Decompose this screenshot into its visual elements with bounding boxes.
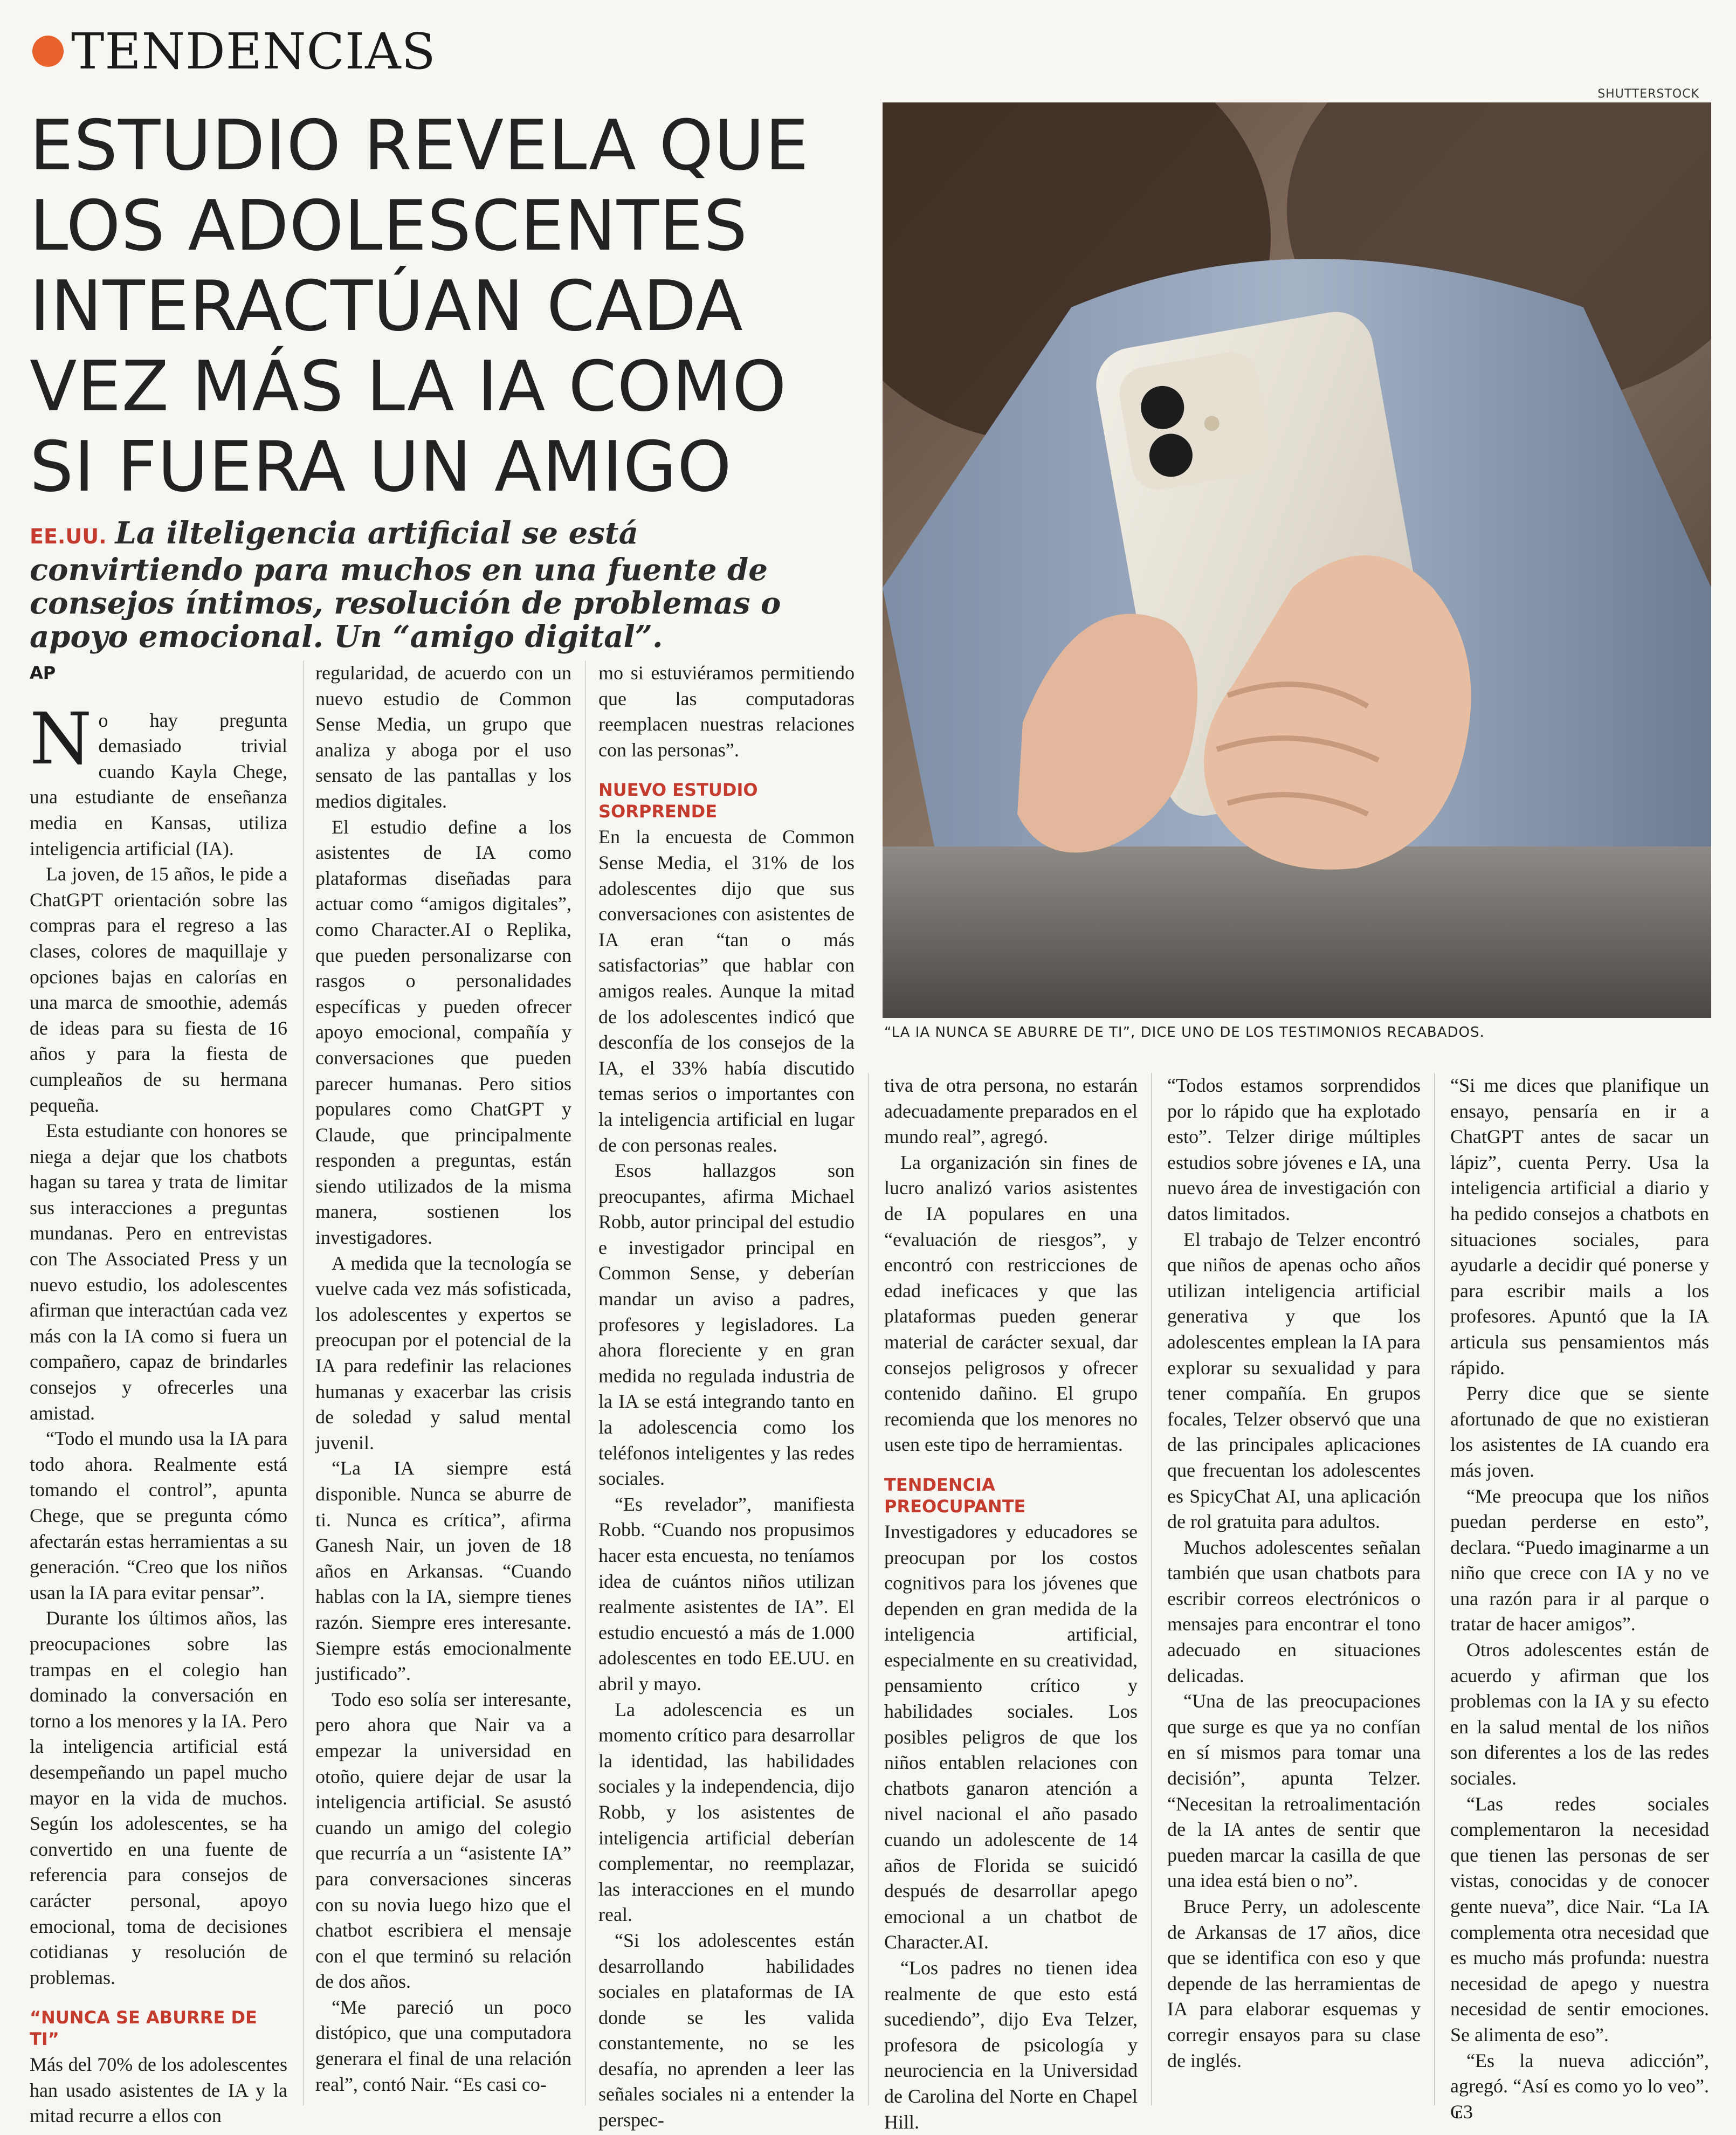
- paragraph: Esos hallazgos son preocupantes, afirma Michael Robb, autor principal del estudio e investigador principal en Common Sense, y deberían mandar un aviso a padres, profesores y legisladores. La ahora floreciente y en gran medida no regulada industria de la IA se está integrando tanto en la adolescencia como los teléfonos inteligentes y las redes sociales.: [598, 1160, 855, 1490]
- subhead-nunca-se-aburre: “NUNCA SE ABURRE DE TI”: [30, 2007, 257, 2050]
- paragraph: “Todos estamos sorprendidos por lo rápido que ha explotado esto”. Telzer dirige múltiples estudios sobre jóvenes e IA, una nuevo área de investigación con datos limitados.: [1167, 1075, 1421, 1224]
- article-column-4: [884, 1073, 1138, 2135]
- paragraph: El estudio define a los asistentes de IA como plataformas diseñadas para actuar como “amigos digitales”, como Character.AI o Replika, que pueden personalizarse con rasgos o personalidades específicas y pueden ofrecer apoyo emocional, compañía y conversaciones que pueden parecer humanas. Pero sitios populares como ChatGPT y Claude, que principalmente responden a preguntas, están siendo utilizados de la misma manera, sostienen los investigadores.: [315, 816, 571, 1249]
- subhead-tendencia-preocupante: TENDENCIA PREOCUPANTE: [884, 1474, 1026, 1517]
- lede-location-tag: EE.UU.: [30, 525, 107, 548]
- paragraph: “Una de las preocupaciones que surge es que ya no confían en sí mismos para tomar una decisión”, apunta Telzer. “Necesitan la retroalimentación de la IA antes de sentir que pueden marcar la casilla de que una idea está bien o no”.: [1167, 1690, 1421, 1892]
- photo-hands-phone-image: [883, 102, 1711, 1018]
- section-dot-icon: [32, 36, 64, 67]
- paragraph: Otros adolescentes están de acuerdo y afirman que los problemas con la IA y su efecto en la salud mental de los niños son diferentes a los de las redes sociales.: [1450, 1639, 1709, 1789]
- column-divider: [868, 1073, 869, 2105]
- lede-text: La ilteligencia artificial se está convirtiendo para muchos en una fuente de consejos íntimos, resolución de problemas o apoyo emocional. Un “amigo digital”.: [30, 515, 781, 655]
- paragraph: La organización sin fines de lucro analizó varios asistentes de IA populares en una “evaluación de riesgos”, y encontró con restricciones de edad ineficaces y que las plataformas pueden generar material de carácter sexual, dar consejos peligrosos y ofrecer contenido dañino. El grupo recomienda que los menores no usen este tipo de herramientas.: [884, 1151, 1138, 1456]
- paragraph: Esta estudiante con honores se niega a dejar que los chatbots hagan su tarea y trata de limitar sus interacciones a preguntas mundanas. Pero en entrevistas con The Associated Press y un nuevo estudio, los adolescentes afirman que interactúan cada vez más con la IA como si fuera un compañero, capaz de brindarles consejos y ofrecerles una amistad.: [30, 1120, 287, 1424]
- paragraph: La adolescencia es un momento crítico para desarrollar la identidad, las habilidades sociales y la independencia, dijo Robb, y los asistentes de inteligencia artificial deberían complementar, no reemplazar, las interacciones en el mundo real.: [598, 1698, 855, 1926]
- paragraph: Más del 70% de los adolescentes han usado asistentes de IA y la mitad recurre a ellos con: [30, 2054, 287, 2127]
- paragraph: La joven, de 15 años, le pide a ChatGPT orientación sobre las compras para el regreso a las clases, colores de maquillaje y opciones bajas en calorías en una marca de smoothie, además de ideas para su fiesta de 16 años y para la fiesta de cumpleaños de su hermana pequeña.: [30, 863, 287, 1116]
- byline: AP: [30, 663, 56, 683]
- article-photo: [883, 102, 1711, 1018]
- paragraph: “Las redes sociales complementaron la necesidad que tienen las personas de ser vistas, conocidas y de conocer gente nueva”, dice Nair. “La IA complementa otra necesidad que es mucho más profunda: nuestra necesidad de apego y nuestra necesidad de sentir emociones. Se alimenta de eso”.: [1450, 1793, 1709, 2046]
- dropcap: N: [30, 697, 92, 781]
- paragraph: Bruce Perry, un adolescente de Arkansas de 17 años, dice que se identifica con eso y que depende de las herramientas de IA para elaborar esquemas y corregir ensayos para su clase de inglés.: [1167, 1896, 1421, 2071]
- column-divider: [1434, 1073, 1435, 2105]
- paragraph: Todo eso solía ser interesante, pero ahora que Nair va a empezar la universidad en otoño, quiere dejar de usar la inteligencia artificial. Se asustó cuando un amigo del colegio que recurría a un “asistente IA” para conversaciones sinceras con su novia luego hizo que el chatbot escribiera el mensaje con el que terminó su relación de dos años.: [315, 1688, 571, 1993]
- paragraph: Investigadores y educadores se preocupan por los costos cognitivos para los jóvenes que dependen en gran medida de la inteligencia artificial, especialmente en su creatividad, pensamiento crítico y habilidades sociales. Los posibles peligros de que los niños entablen relaciones con chatbots ganaron atención a nivel nacional el año pasado cuando un adolescente de 14 años de Florida se suicidó después de desarrollar apego emocional a un chatbot de Character.AI.: [884, 1520, 1138, 1953]
- paragraph: “Me preocupa que los niños puedan perderse en esto”, declara. “Puedo imaginarme a un niño que crece con IA y no ve una razón para ir al parque o tratar de hacer amigos”.: [1450, 1485, 1709, 1635]
- paragraph: A medida que la tecnología se vuelve cada vez más sofisticada, los adolescentes y expertos se preocupan por el potencial de la IA para redefinir las relaciones humanas y exacerbar las crisis de soledad y salud mental juvenil.: [315, 1252, 571, 1454]
- paragraph: Muchos adolescentes señalan también que usan chatbots para escribir correos electrónicos o mensajes para encontrar el tono adecuado en situaciones delicadas.: [1167, 1536, 1421, 1686]
- paragraph: “Es revelador”, manifiesta Robb. “Cuando nos propusimos hacer esta encuesta, no teníamos idea de cuántos niños utilizan realmente asistentes de IA”. El estudio encuestó a más de 1.000 adolescentes en todo EE.UU. en abril y mayo.: [598, 1493, 855, 1695]
- paragraph: “Si los adolescentes están desarrollando habilidades sociales en plataformas de IA donde se les valida constantemente, no se les desafía, no aprenden a leer las señales sociales ni a entender la perspec-: [598, 1929, 855, 2131]
- paragraph: mo si estuviéramos permitiendo que las computadoras reemplacen nuestras relaciones con las personas”.: [598, 662, 855, 761]
- paragraph: tiva de otra persona, no estarán adecuadamente preparados en el mundo real”, agregó.: [884, 1075, 1138, 1148]
- paragraph: regularidad, de acuerdo con un nuevo estudio de Common Sense Media, un grupo que analiza y aboga por el uso sensato de las pantallas y los medios digitales.: [315, 662, 571, 812]
- paragraph: “Me pareció un poco distópico, que una computadora generara el final de una relación real”, contó Nair. “Es casi co-: [315, 1996, 571, 2095]
- section-tag: [32, 22, 436, 81]
- photo-caption: “LA IA NUNCA SE ABURRE DE TI”, DICE UNO DE LOS TESTIMONIOS RECABADOS.: [884, 1024, 1485, 1041]
- paragraph: Perry dice que se siente afortunado de que no existieran los asistentes de IA cuando era más joven.: [1450, 1382, 1709, 1481]
- paragraph-text: o hay pregunta demasiado trivial cuando Kayla Chege, una estudiante de enseñanza media en Kansas, utiliza inteligencia artificial (IA).: [30, 709, 287, 859]
- paragraph: Durante los últimos años, las preocupaciones sobre las trampas en el colegio han dominado la conversación en torno a los menores y la IA. Pero la inteligencia artificial está desempeñando un papel mucho mayor en la vida de muchos. Según los adolescentes, se ha convertido en una fuente de referencia para consejos de carácter personal, apoyo emocional, toma de decisiones cotidianas y resolución de problemas.: [30, 1607, 287, 1988]
- paragraph: “Es la nueva adicción”, agregó. “Así es como yo lo veo”. ₢3: [1450, 2049, 1709, 2123]
- paragraph: “Si me dices que planifique un ensayo, pensaría en ir a ChatGPT antes de sacar un lápiz”, cuenta Perry. Usa la inteligencia artificial a diario y ha pedido consejos a chatbots en situaciones sociales, para ayudarle a decidir qué ponerse y para escribir mails a los profesores. Apuntó que la IA articula sus pensamientos más rápido.: [1450, 1075, 1709, 1379]
- article-column-5: [1167, 1073, 1421, 2074]
- article-column-2: [315, 660, 571, 2097]
- subhead-nuevo-estudio: NUEVO ESTUDIO SORPRENDE: [598, 780, 758, 822]
- paragraph: “La IA siempre está disponible. Nunca se aburre de ti. Nunca es crítica”, afirma Ganesh Nair, un joven de 18 años en Arkansas. “Cuando hablas con la IA, siempre tienes razón. Siempre eres interesante. Siempre estás emocionalmente justificado”.: [315, 1457, 571, 1685]
- column-divider: [303, 660, 304, 2105]
- article-column-1: [30, 660, 287, 2129]
- column-divider: [1151, 1073, 1152, 2105]
- article-column-6: [1450, 1073, 1709, 2125]
- lede: [30, 516, 855, 653]
- photo-credit: SHUTTERSTOCK: [1597, 87, 1699, 101]
- section-label: TENDENCIAS: [71, 22, 436, 80]
- first-paragraph: [30, 697, 287, 862]
- paragraph: “Los padres no tienen idea realmente de que esto está sucediendo”, dijo Eva Telzer, profesora de psicología y neurociencia en la Universidad de Carolina del Norte en Chapel Hill.: [884, 1957, 1138, 2133]
- paragraph: En la encuesta de Common Sense Media, el 31% de los adolescentes dijo que sus conversaciones con asistentes de IA eran “tan o más satisfactorias” que hablar con amigos reales. Aunque la mitad de los adolescentes indicó que desconfía de los consejos de la IA, el 33% había discutido temas serios o importantes con la inteligencia artificial en lugar de con personas reales.: [598, 826, 855, 1156]
- headline: ESTUDIO REVELA QUE LOS ADOLESCENTES INTERACTÚAN CADA VEZ MÁS LA IA COMO SI FUERA UN AMIGO: [30, 106, 809, 507]
- paragraph: El trabajo de Telzer encontró que niños de apenas ocho años utilizan inteligencia artificial generativa y que los adolescentes emplean la IA para explorar su sexualidad y para tener compañía. En grupos focales, Telzer observó que una de las principales aplicaciones que frecuentan los adolescentes es SpicyChat AI, una aplicación de rol gratuita para adultos.: [1167, 1228, 1421, 1533]
- paragraph: “Todo el mundo usa la IA para todo ahora. Realmente está tomando el control”, apunta Chege, que se pregunta cómo afectarán estas herramientas a su generación. “Creo que los niños usan la IA para evitar pensar”.: [30, 1428, 287, 1603]
- article-column-3: [598, 660, 855, 2133]
